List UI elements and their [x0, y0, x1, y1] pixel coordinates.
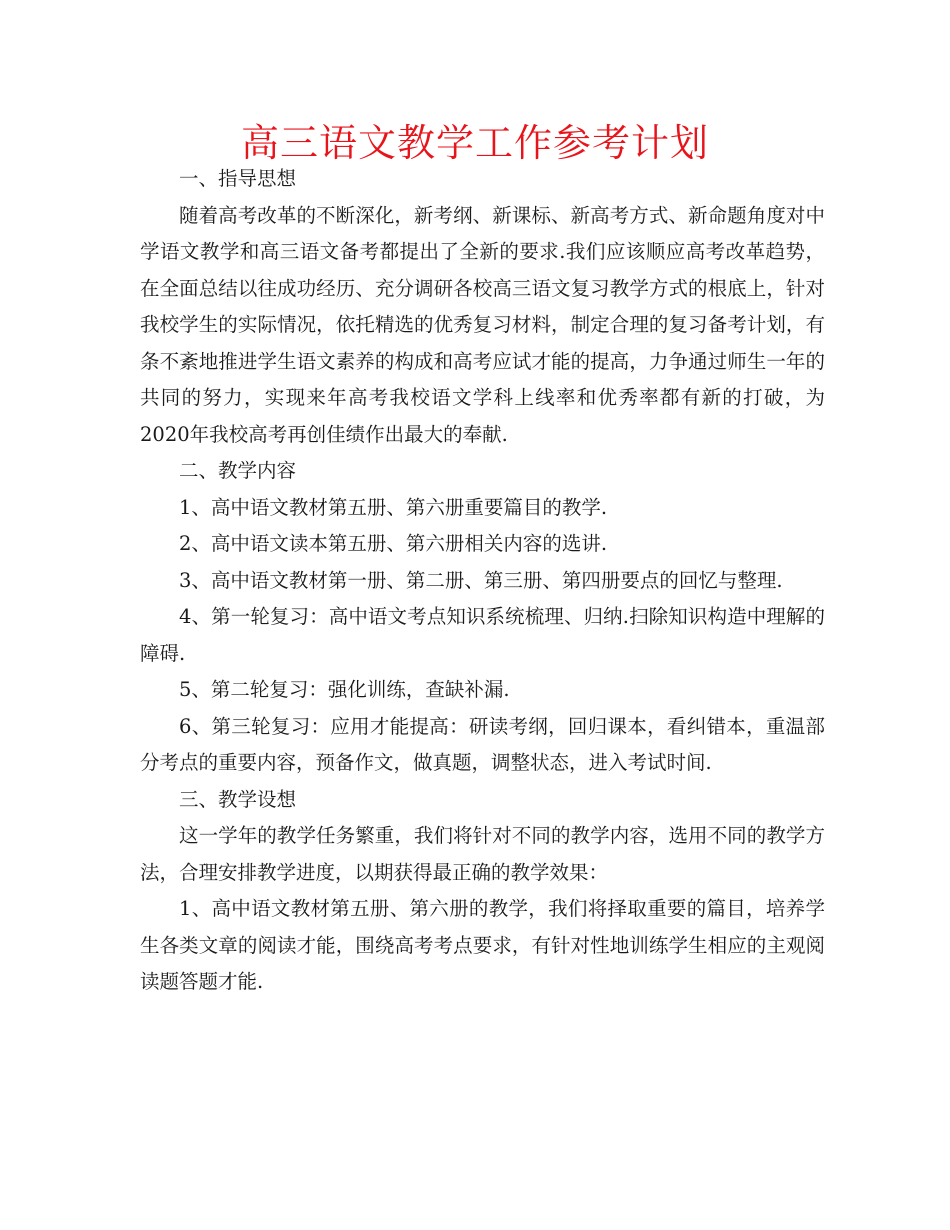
list-item-content-5: 5、第二轮复习：强化训练，查缺补漏. [179, 678, 510, 701]
page-title: 高三语文教学工作参考计划 [240, 121, 709, 165]
paragraph-guiding-ideology: 随着高考改革的不断深化，新考纲、新课标、新高考方式、新命题角度对中学语文教学和高三语文备考都提出了全新的要求.我们应该顺应高考改革趋势，在全面总结以往成功经历、充分调研各校高三语文复习教学方式的根底上，针对我校学生的实际情况，依托精选的优秀复习材料，制定合理的复习备考计划，有条不紊地推进学生语文素养的构成和高考应试才能的提高，力争通过师生一年的共同的努力，实现来年高考我校语文学科上线率和优秀率都有新的打破，为2020年我校高考再创佳绩作出最大的奉献. [140, 203, 825, 446]
section-heading-guiding-ideology: 一、指导思想 [179, 167, 297, 190]
section-heading-teaching-plan: 三、教学设想 [179, 787, 297, 811]
list-item-content-6: 6、第三轮复习：应用才能提高：研读考纲，回归课本，看纠错本，重温部分考点的重要内容，预备作文，做真题，调整状态，进入考试时间. [140, 714, 825, 774]
paragraph-teaching-plan-intro: 这一学年的教学任务繁重，我们将针对不同的教学内容，选用不同的教学方法，合理安排教学进度，以期获得最正确的教学效果： [140, 824, 825, 884]
document-body [140, 161, 825, 1001]
section-heading-teaching-content: 二、教学内容 [179, 459, 297, 482]
list-item-content-1: 1、高中语文教材第五册、第六册重要篇目的教学. [179, 495, 608, 519]
list-item-content-3: 3、高中语文教材第一册、第二册、第三册、第四册要点的回忆与整理. [179, 568, 783, 592]
list-item-plan-1: 1、高中语文教材第五册、第六册的教学，我们将择取重要的篇目，培养学生各类文章的阅读才能，围绕高考考点要求，有针对性地训练学生相应的主观阅读题答题才能. [140, 897, 825, 993]
list-item-content-2: 2、高中语文读本第五册、第六册相关内容的选讲. [179, 532, 608, 555]
list-item-content-4: 4、第一轮复习：高中语文考点知识系统梳理、归纳.扫除知识构造中理解的障碍. [140, 605, 825, 665]
